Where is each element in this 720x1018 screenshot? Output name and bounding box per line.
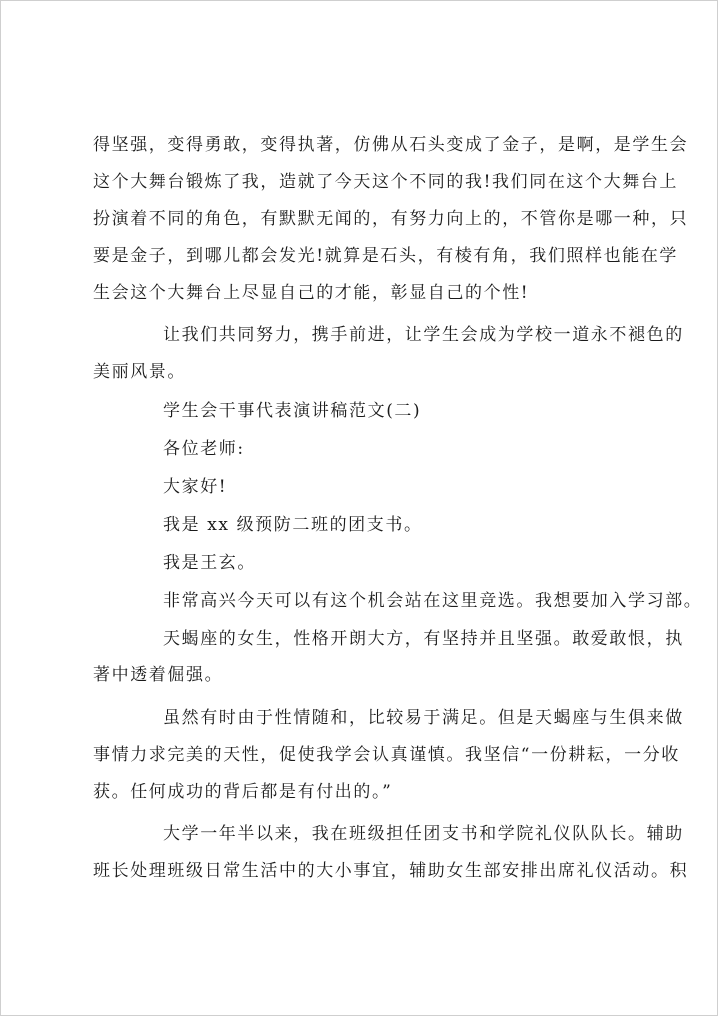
text-line: 扮演着不同的角色，有默默无闻的，有努力向上的，不管你是哪一种，只 (93, 209, 689, 229)
paragraph-start: 我是王玄。 (163, 553, 256, 573)
text-line: 生会这个大舞台上尽显自己的才能，彰显自己的个性! (93, 283, 530, 303)
paragraph-start: 非常高兴今天可以有这个机会站在这里竞选。我想要加入学习部。 (163, 591, 703, 611)
paragraph-start: 天蝎座的女生，性格开朗大方，有坚持并且坚强。敢爱敢恨，执 (163, 629, 684, 649)
greeting: 大家好! (163, 477, 228, 497)
text-line: 要是金子，到哪儿都会发光!就算是石头，有棱有角，我们照样也能在学 (93, 246, 679, 266)
section-heading: 学生会干事代表演讲稿范文(二) (163, 401, 422, 421)
paragraph-start: 让我们共同努力，携手前进，让学生会成为学校一道永不褪色的 (163, 325, 684, 345)
salutation: 各位老师: (163, 439, 245, 459)
text-line: 著中透着倔强。 (93, 665, 224, 685)
paragraph-start: 大学一年半以来，我在班级担任团支书和学院礼仪队队长。辅助 (163, 824, 684, 844)
text-line: 这个大舞台锻炼了我，造就了今天这个不同的我!我们同在这个大舞台上 (93, 172, 679, 192)
paragraph-start: 虽然有时由于性情随和，比较易于满足。但是天蝎座与生俱来做 (163, 708, 684, 728)
text-line: 美丽风景。 (93, 362, 186, 382)
paragraph-start: 我是 xx 级预防二班的团支书。 (163, 515, 423, 535)
text-line: 班长处理班级日常生活中的大小事宜，辅助女生部安排出席礼仪活动。积 (93, 861, 689, 881)
text-line: 事情力求完美的天性，促使我学会认真谨慎。我坚信“一份耕耘，一分收 (93, 745, 680, 765)
text-line: 获。任何成功的背后都是有付出的。” (93, 782, 393, 802)
text-line: 得坚强，变得勇敢，变得执著，仿佛从石头变成了金子，是啊，是学生会 (93, 135, 689, 155)
